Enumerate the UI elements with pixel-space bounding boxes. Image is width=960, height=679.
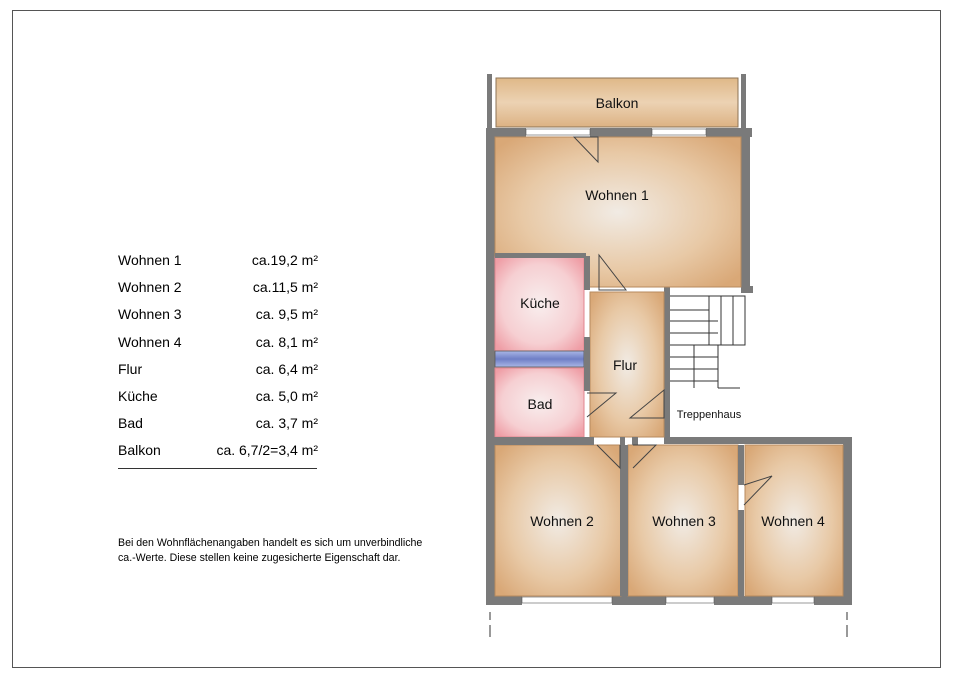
wall xyxy=(495,253,586,258)
area-name: Balkon xyxy=(118,442,161,459)
area-value: ca.19,2 m² xyxy=(251,252,318,268)
axis-marks xyxy=(490,612,847,637)
wall xyxy=(664,287,670,437)
wall xyxy=(741,286,753,293)
area-value: ca. 9,5 m² xyxy=(255,306,318,323)
window xyxy=(526,129,590,135)
room-label-bad: Bad xyxy=(527,396,553,412)
window xyxy=(652,129,706,135)
wall xyxy=(625,445,628,596)
area-name: Wohnen 1 xyxy=(118,252,182,268)
wall xyxy=(843,437,852,605)
staircase xyxy=(670,296,745,388)
room-label-wohnen-1: Wohnen 1 xyxy=(585,187,649,203)
room-label-wohnen-3: Wohnen 3 xyxy=(652,513,716,529)
wall xyxy=(632,437,638,445)
room-label-wohnen-4: Wohnen 4 xyxy=(761,513,825,529)
wall xyxy=(486,596,522,605)
area-value: ca. 6,7/2=3,4 m² xyxy=(216,442,318,459)
area-name: Küche xyxy=(118,387,158,404)
wall xyxy=(741,128,750,288)
wall xyxy=(486,128,495,603)
area-name: Bad xyxy=(118,415,143,432)
room-label-kueche: Küche xyxy=(520,295,560,311)
wall xyxy=(486,437,594,445)
area-name: Wohnen 4 xyxy=(118,333,182,350)
disclaimer-line: ca.-Werte. Diese stellen keine zugesicherte Eigenschaft dar. xyxy=(118,551,401,564)
area-value: ca. 8,1 m² xyxy=(255,333,318,350)
wall xyxy=(620,437,625,596)
room-label-balkon: Balkon xyxy=(595,95,639,111)
area-value: ca.11,5 m² xyxy=(252,279,318,296)
wall xyxy=(584,337,590,391)
area-name: Wohnen 2 xyxy=(118,279,182,296)
wall xyxy=(487,74,492,134)
window xyxy=(666,597,714,603)
area-value: ca. 5,0 m² xyxy=(255,387,318,404)
wall xyxy=(584,256,590,290)
kitchen-bath-divider xyxy=(495,351,584,367)
area-value: ca. 3,7 m² xyxy=(255,415,318,432)
wall xyxy=(814,596,852,605)
room-label-flur: Flur xyxy=(612,357,638,373)
area-name: Wohnen 3 xyxy=(118,306,182,323)
window xyxy=(522,597,612,603)
window xyxy=(772,597,814,603)
wall xyxy=(738,445,744,485)
area-value: ca. 6,4 m² xyxy=(255,360,318,377)
room-label-treppenhaus: Treppenhaus xyxy=(676,409,742,421)
wall xyxy=(741,74,746,134)
wall xyxy=(590,128,652,137)
area-name: Flur xyxy=(118,360,143,377)
wall xyxy=(738,510,744,596)
disclaimer-line: Bei den Wohnflächenangaben handelt es sich um unverbindliche xyxy=(118,537,423,549)
room-label-wohnen-2: Wohnen 2 xyxy=(530,513,594,529)
wall xyxy=(664,437,850,444)
wall xyxy=(714,596,772,605)
wall xyxy=(612,596,666,605)
